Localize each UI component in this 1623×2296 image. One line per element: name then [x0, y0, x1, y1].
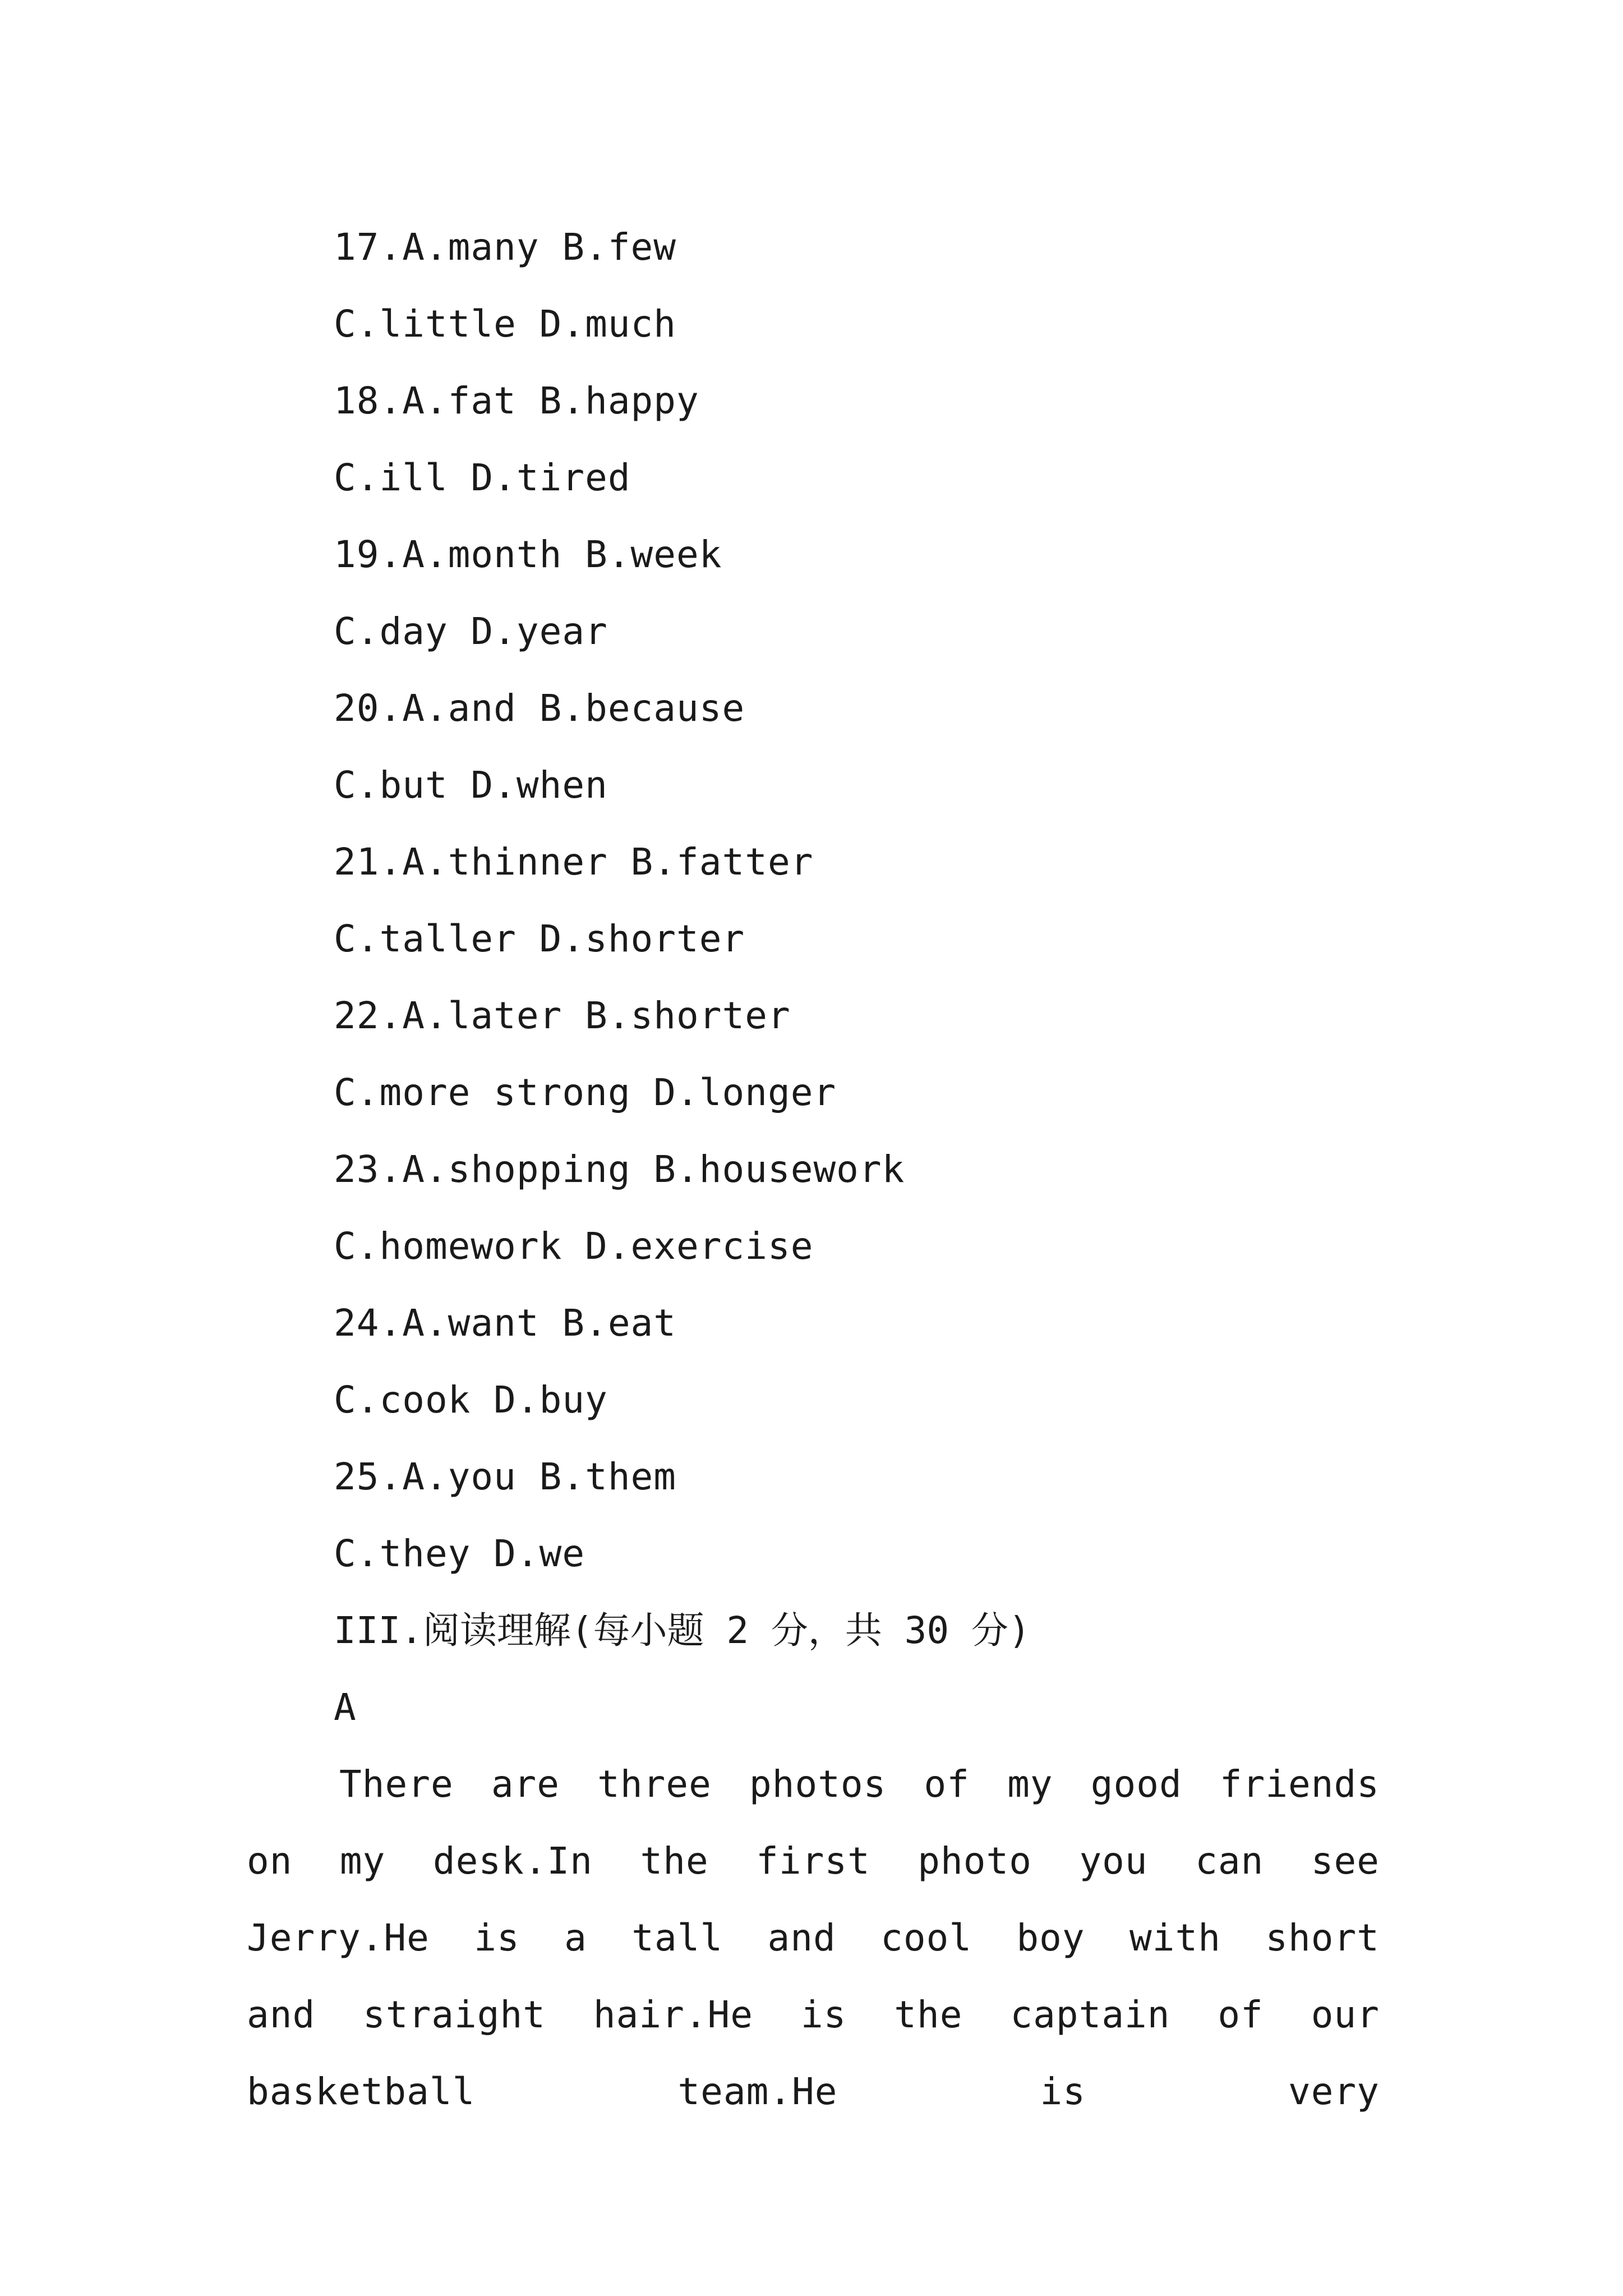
option-line-17c: C.little D.much — [334, 302, 677, 346]
option-line-19a: 19.A.month B.week — [334, 533, 722, 576]
option-line-21c: C.taller D.shorter — [334, 917, 745, 960]
option-line-20a: 20.A.and B.because — [334, 687, 745, 730]
option-line-23c: C.homework D.exercise — [334, 1225, 814, 1268]
answer-options-block — [334, 209, 1455, 1746]
option-line-25a: 25.A.you B.them — [334, 1455, 677, 1498]
option-line-21a: 21.A.thinner B.fatter — [334, 840, 814, 884]
option-line-22a: 22.A.later B.shorter — [334, 994, 791, 1037]
passage-label: A — [334, 1686, 356, 1729]
option-line-23a: 23.A.shopping B.housework — [334, 1148, 905, 1191]
option-line-25c: C.they D.we — [334, 1532, 585, 1575]
option-line-24a: 24.A.want B.eat — [334, 1301, 677, 1345]
option-line-24c: C.cook D.buy — [334, 1378, 608, 1421]
option-line-18a: 18.A.fat B.happy — [334, 379, 699, 422]
option-line-17a: 17.A.many B.few — [334, 226, 677, 269]
option-line-20c: C.but D.when — [334, 763, 608, 807]
option-line-19c: C.day D.year — [334, 610, 608, 653]
section-heading: III.阅读理解(每小题 2 分，共 30 分) — [334, 1609, 1031, 1652]
passage-paragraph: There are three photos of my good friends on my desk.In the first photo you can see Jerry.He is a tall and cool boy with short and straight hair.He is the captain of our basketball team.He is very — [247, 1763, 1380, 2113]
option-line-22c: C.more strong D.longer — [334, 1071, 837, 1114]
option-line-18c: C.ill D.tired — [334, 456, 631, 499]
